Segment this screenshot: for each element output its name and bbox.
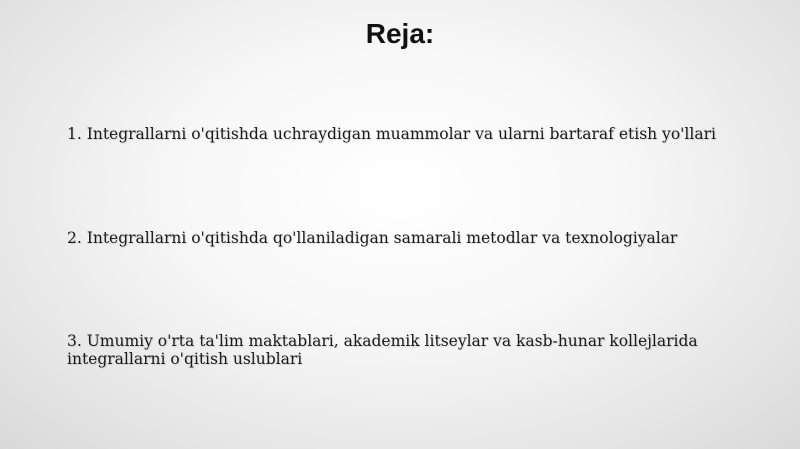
plan-item-2: 2. Integrallarni o'qitishda qo'llaniladigan samarali metodlar va texnologiyalar	[67, 229, 678, 247]
slide-title: Reja:	[365, 18, 435, 49]
plan-item-1: 1. Integrallarni o'qitishda uchraydigan muammolar va ularni bartaraf etish yo'llari	[67, 125, 716, 143]
plan-item-3: 3. Umumiy o'rta ta'lim maktablari, akademik litseylar va kasb-hunar kollejlarida integrallarni o'qitish uslublari	[67, 332, 698, 368]
